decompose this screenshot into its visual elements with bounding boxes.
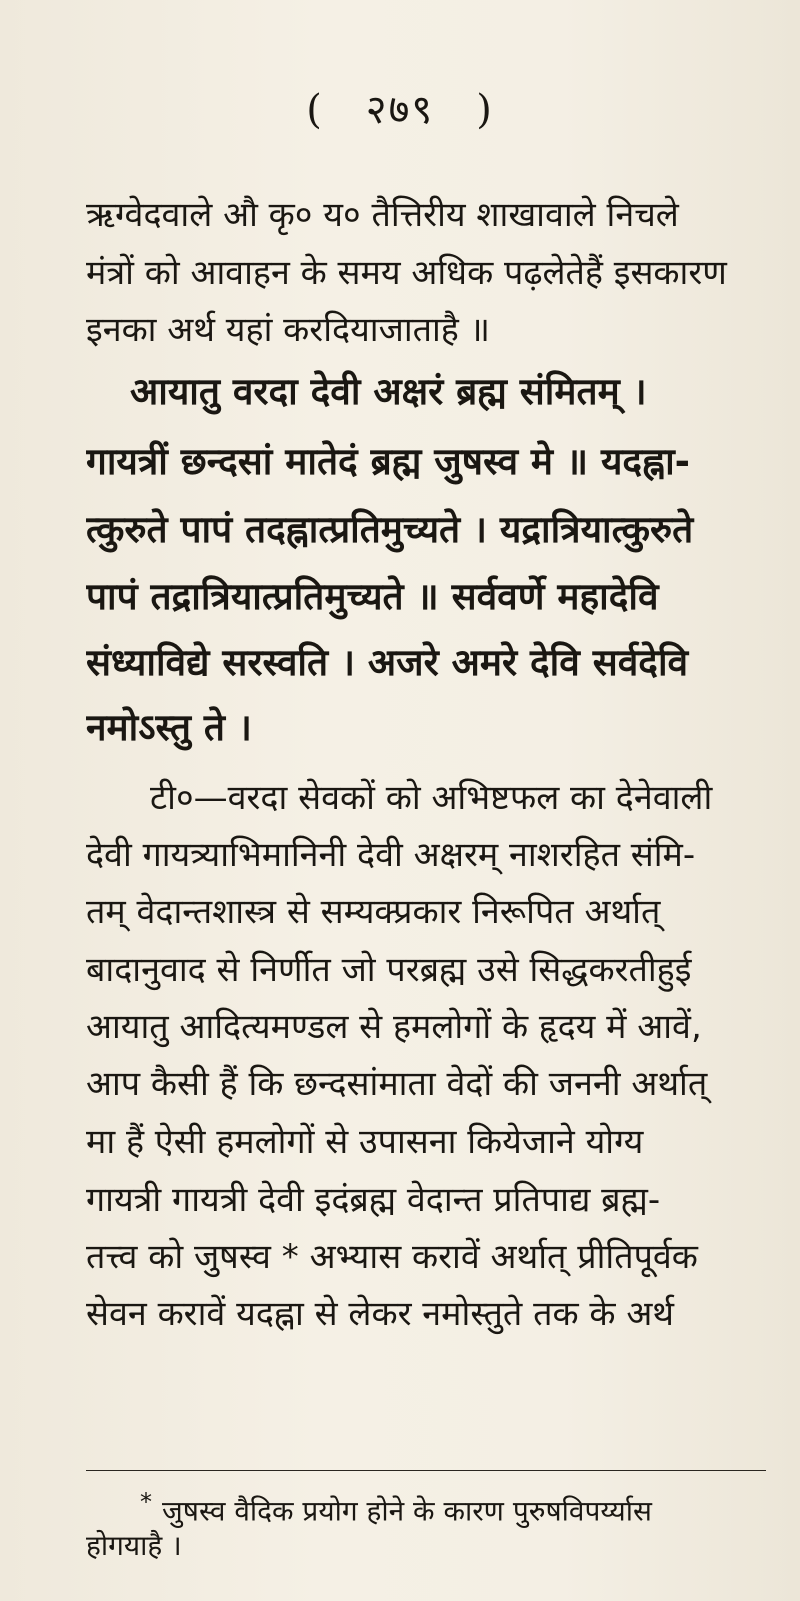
footnote-line: होगयाहै । [86, 1529, 182, 1562]
footnote-rule [86, 1470, 766, 1471]
mantra-line: पापं तद्रात्रियात्प्रतिमुच्यते ॥ सर्ववर्णे महादेवि [86, 575, 659, 618]
intro-line: इनका अर्थ यहां करदियाजाताहै ॥ [86, 310, 491, 350]
page-number-header [0, 80, 800, 135]
commentary-line: देवी गायत्र्याभिमानिनी देवी अक्षरम् नाशरहित संमि- [86, 835, 696, 875]
commentary-line: तत्त्व को जुषस्व * अभ्यास करावें अर्थात् प्रीतिपूर्वक [86, 1237, 698, 1277]
footnote-line [140, 1480, 766, 1528]
commentary-line: टी०—वरदा सेवकों को अभिष्टफल का देनेवाली [150, 778, 713, 818]
page-number: २७९ [365, 87, 435, 133]
mantra-line: गायत्रीं छन्दसां मातेदं ब्रह्म जुषस्व मे ॥ यदह्ना- [86, 440, 691, 483]
mantra-line: नमोऽस्तु ते । [86, 706, 252, 749]
commentary-line: बादानुवाद से निर्णीत जो परब्रह्म उसे सिद्धकरतीहुई [86, 950, 692, 990]
page-number-close-paren: ) [476, 87, 494, 133]
mantra-line: आयातु वरदा देवी अक्षरं ब्रह्म संमितम् । [130, 370, 647, 413]
commentary-line: आयातु आदित्यमण्डल से हमलोगों के हृदय में आवें, [86, 1007, 702, 1047]
page-number-open-paren: ( [306, 87, 324, 133]
intro-line: मंत्रों को आवाहन के समय अधिक पढ़लेतेहैं इसकारण [86, 253, 727, 293]
commentary-line: आप कैसी हैं कि छन्दसांमाता वेदों की जननी अर्थात् [86, 1064, 708, 1104]
intro-line: ऋग्वेदवाले औ कृ० य० तैत्तिरीय शाखावाले निचले [86, 195, 679, 235]
commentary-line: मा हैं ऐसी हमलोगों से उपासना कियेजाने योग्य [86, 1122, 644, 1162]
commentary-line: गायत्री गायत्री देवी इदंब्रह्म वेदान्त प्रतिपाद्य ब्रह्म- [86, 1180, 661, 1220]
mantra-line: संध्याविद्ये सरस्वति । अजरे अमरे देवि सर्वदेवि [86, 641, 689, 684]
commentary-line: तम् वेदान्तशास्त्र से सम्यक्प्रकार निरूपित अर्थात् [86, 892, 661, 932]
footnote-mark: * [140, 1488, 152, 1516]
commentary-line: सेवन करावें यदह्ना से लेकर नमोस्तुते तक के अर्थ [86, 1294, 675, 1334]
footnote-text: जुषस्व वैदिक प्रयोग होने के कारण पुरुषविपर्य्यास [162, 1494, 652, 1528]
mantra-line: त्कुरुते पापं तदह्नात्प्रतिमुच्यते । यद्रात्रियात्कुरुते [86, 508, 694, 551]
